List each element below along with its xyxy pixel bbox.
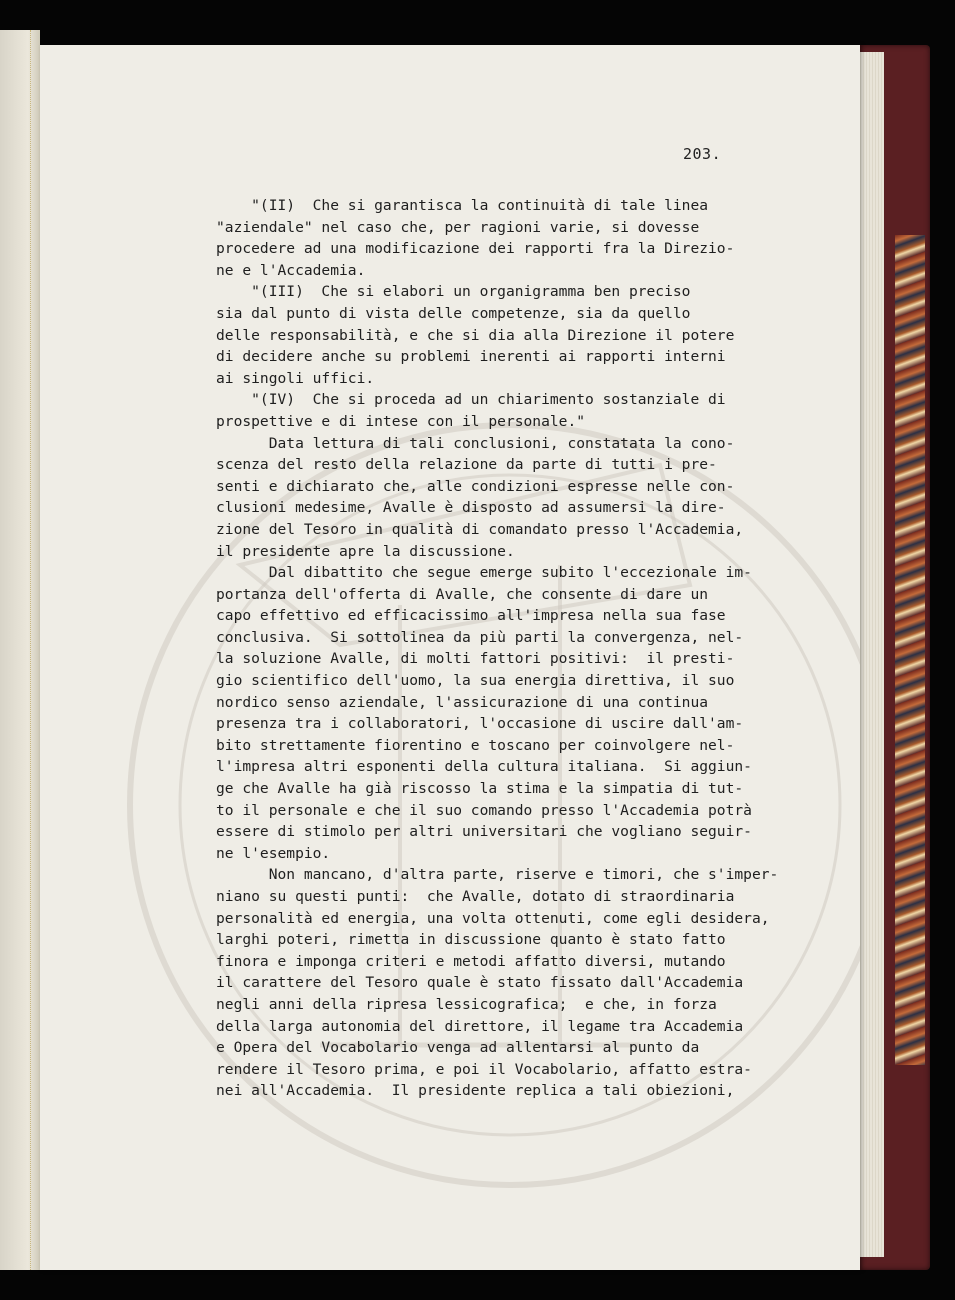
document-page [40,45,860,1270]
text-line: di decidere anche su problemi inerenti ai rapporti interni [216,348,726,366]
text-line: senti e dichiarato che, alle condizioni espresse nelle con- [216,477,735,495]
text-line: negli anni della ripresa lessicografica; e che, in forza [216,995,717,1013]
text-line: personalità ed energia, una volta ottenuti, come egli desidera, [216,909,770,927]
text-line: rendere il Tesoro prima, e poi il Vocabolario, affatto estra- [216,1060,752,1078]
text-line: Dal dibattito che segue emerge subito l'eccezionale im- [216,564,752,582]
page-number: 203. [683,145,722,163]
body-text [216,195,816,1102]
binding-thread [30,30,32,1270]
text-line: la soluzione Avalle, di molti fattori positivi: il presti- [216,650,735,668]
text-line: e Opera del Vocabolario venga ad allentarsi al punto da [216,1039,700,1057]
text-line: ne l'esempio. [216,844,331,862]
text-line: conclusiva. Si sottolinea da più parti la convergenza, nel- [216,628,744,646]
text-line: nei all'Accademia. Il presidente replica a tali obiezioni, [216,1082,735,1100]
text-line: prospettive e di intese con il personale." [216,412,586,430]
text-line: il carattere del Tesoro quale è stato fissato dall'Accademia [216,974,744,992]
text-line: scenza del resto della relazione da parte di tutti i pre- [216,456,717,474]
text-line: nordico senso aziendale, l'assicurazione di una continua [216,693,709,711]
text-line: l'impresa altri esponenti della cultura italiana. Si aggiun- [216,758,752,776]
text-line: "(II) Che si garantisca la continuità di tale linea [216,197,709,214]
text-line: ge che Avalle ha già riscosso la stima e la simpatia di tut- [216,780,744,798]
text-line: niano su questi punti: che Avalle, dotato di straordinaria [216,888,735,905]
text-line: ai singoli uffici. [216,369,375,387]
marbled-endpaper [895,235,925,1065]
text-line: presenza tra i collaboratori, l'occasione di uscire dall'am- [216,715,744,733]
text-line: "(III) Che si elabori un organigramma ben preciso [216,283,691,301]
text-line: il presidente apre la discussione. [216,542,515,560]
left-facing-page-edge [0,30,40,1270]
text-line: larghi poteri, rimetta in discussione quanto è stato fatto [216,931,726,949]
page-stack-edge [858,52,884,1257]
text-line: "aziendale" nel caso che, per ragioni varie, si dovesse [216,218,700,236]
text-line: zione del Tesoro in qualità di comandato presso l'Accademia, [216,520,744,538]
text-line: ne e l'Accademia. [216,261,366,279]
text-line: della larga autonomia del direttore, il legame tra Accademia [216,1017,744,1035]
text-line: bito strettamente fiorentino e toscano per coinvolgere nel- [216,736,735,754]
text-line: finora e imponga criteri e metodi affatto diversi, mutando [216,952,726,970]
text-line: gio scientifico dell'uomo, la sua energia direttiva, il suo [216,672,735,690]
text-line: delle responsabilità, e che si dia alla Direzione il potere [216,326,735,344]
text-line: essere di stimolo per altri universitari che vogliano seguir- [216,823,752,841]
text-line: procedere ad una modificazione dei rapporti fra la Direzio- [216,240,735,258]
text-line: Non mancano, d'altra parte, riserve e timori, che s'imper- [216,866,779,884]
text-line: capo effettivo ed efficacissimo all'impresa nella sua fase [216,607,726,625]
text-line: sia dal punto di vista delle competenze, sia da quello [216,304,691,322]
text-line: "(IV) Che si proceda ad un chiarimento sostanziale di [216,391,726,409]
text-line: clusioni medesime, Avalle è disposto ad assumersi la dire- [216,499,726,517]
text-line: to il personale e che il suo comando presso l'Accademia potrà [216,801,752,819]
text-line: portanza dell'offerta di Avalle, che consente di dare un [216,585,709,603]
text-line: Data lettura di tali conclusioni, constatata la cono- [216,434,735,452]
